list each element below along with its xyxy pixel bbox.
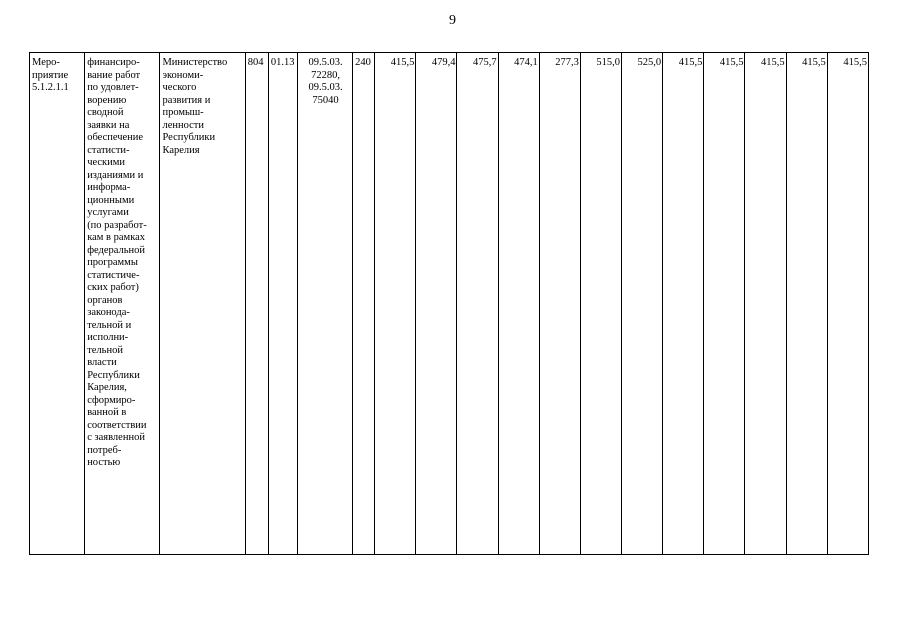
description-line: ванной в	[87, 407, 127, 418]
executor-cell	[160, 53, 245, 555]
description-line: законода-	[87, 307, 130, 318]
value-cell: 475,7	[457, 53, 498, 555]
description-line: статисти-	[87, 144, 130, 156]
description-line: изданиями и	[87, 169, 144, 181]
event-line: 5.1.2.1.1	[32, 82, 69, 93]
description-line: ских работ)	[87, 282, 139, 293]
value-cell: 525,0	[622, 53, 663, 555]
description-line: вание работ	[87, 69, 141, 81]
description-line: по удовлет-	[87, 82, 139, 93]
description-line: кам в рамках	[87, 232, 146, 243]
event-line: Меро-	[32, 57, 60, 68]
value-cell: 415,5	[375, 53, 416, 555]
description-line: власти	[87, 357, 117, 368]
csr-cell	[297, 53, 352, 555]
table-row	[30, 53, 869, 555]
executor-line: развития и	[162, 94, 211, 106]
value-cell: 415,5	[786, 53, 827, 555]
description-line: тельной и	[87, 319, 132, 331]
description-line: исполни-	[87, 332, 129, 343]
executor-line: ческого	[162, 82, 197, 93]
value-cell: 415,5	[663, 53, 704, 555]
description-line: Карелия,	[87, 382, 127, 393]
value-cell: 415,5	[704, 53, 745, 555]
description-line: программы	[87, 257, 138, 268]
grbs-cell: 804	[245, 53, 268, 555]
description-line: соответствии	[87, 419, 147, 431]
description-line: тельной	[87, 344, 123, 356]
rzpr-cell: 01.13	[268, 53, 297, 555]
csr-line: 75040	[312, 94, 339, 106]
event-line: приятие	[32, 69, 69, 81]
csr-line: 09.5.03.	[308, 57, 343, 68]
value-cell: 415,5	[827, 53, 868, 555]
csr-line: 09.5.03.	[308, 82, 343, 93]
description-line: с заявленной	[87, 432, 145, 443]
executor-line: Республики	[162, 132, 216, 143]
executor-line: промыш-	[162, 107, 204, 118]
value-cell: 277,3	[539, 53, 580, 555]
value-cell: 479,4	[416, 53, 457, 555]
description-line: ворению	[87, 94, 127, 106]
value-cell: 474,1	[498, 53, 539, 555]
vr-cell: 240	[353, 53, 375, 555]
description-line: обеспечение	[87, 132, 144, 143]
description-line: статистиче-	[87, 269, 140, 281]
description-line: ческими	[87, 157, 126, 168]
description-line: Республики	[87, 369, 140, 381]
page-number: 9	[449, 13, 456, 28]
description-line: информа-	[87, 182, 131, 193]
budget-table	[29, 52, 869, 555]
description-line: федеральной	[87, 244, 146, 256]
description-line: сводной	[87, 107, 124, 118]
description-line: ностью	[87, 457, 121, 468]
executor-line: Карелия	[162, 144, 200, 156]
executor-line: Министерство	[162, 57, 228, 68]
description-line: (по разработ-	[87, 219, 147, 231]
description-line: сформиро-	[87, 394, 136, 406]
description-cell	[85, 53, 160, 555]
executor-line: экономи-	[162, 69, 204, 81]
csr-line: 72280,	[311, 69, 340, 81]
description-line: услугами	[87, 207, 129, 218]
value-cell: 415,5	[745, 53, 786, 555]
description-line: потреб-	[87, 444, 122, 456]
description-line: органов	[87, 294, 123, 306]
description-line: ционными	[87, 194, 135, 206]
event-cell	[30, 53, 85, 555]
executor-line: ленности	[162, 119, 204, 131]
description-line: финансиро-	[87, 57, 140, 68]
value-cell: 515,0	[580, 53, 621, 555]
description-line: заявки на	[87, 119, 130, 131]
